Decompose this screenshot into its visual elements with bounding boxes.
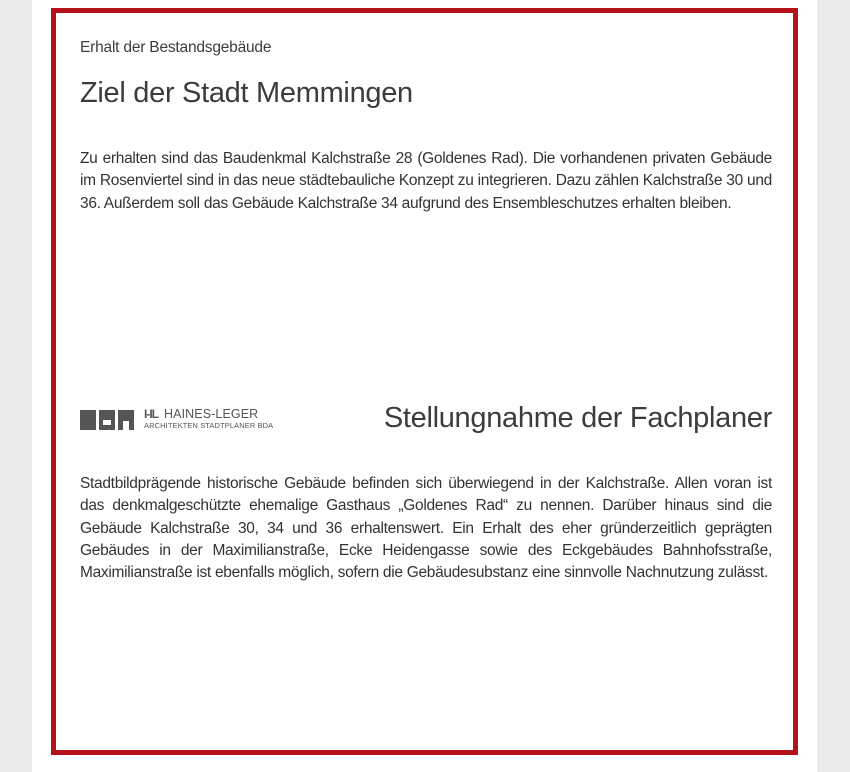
bda-block-d [99,410,115,430]
firm-name: HAINES-LEGER [164,407,259,421]
section-title-goal: Ziel der Stadt Memmingen [80,77,413,109]
section-title-statement: Stellungnahme der Fachplaner [383,402,772,434]
bda-logo-icon [80,410,134,430]
firm-wordmark [144,407,273,431]
haines-leger-logo [80,407,273,433]
section-kicker: Erhalt der Bestandsgebäude [80,39,272,56]
content-frame [51,8,798,755]
firm-subtitle: ARCHITEKTEN STADTPLANER BDA [144,421,274,430]
goal-paragraph: Zu erhalten sind das Baudenkmal Kalchstraße 28 (Goldenes Rad). Die vorhandenen privaten Gebäude im Rosenviertel sind in das neue städtebauliche Konzept zu integrieren. Dazu zählen Kalchstraße 30 und 36. Außerdem soll das Gebäude Kalchstraße 34 aufgrund des Ensembleschutzes erhalten bleiben. [80,150,772,212]
hl-monogram-icon: I-IL [144,407,158,421]
bda-block-b [80,410,96,430]
bda-block-a [118,410,134,430]
statement-paragraph: Stadtbildprägende historische Gebäude befinden sich überwiegend in der Kalchstraße. Allen voran ist das denkmalgeschützte ehemalige Gasthaus „Goldenes Rad“ zu nennen. Darüber hinaus sind die Gebäude Kalchstraße 30, 34 und 36 erhaltenswert. Ein Erhalt des eher gründerzeitlich geprägten Gebäudes in der Maximilianstraße, Ecke Heidengasse sowie des Eckgebäudes Bahnhofsstraße, Maximilianstraße ist ebenfalls möglich, sofern die Gebäudesubstanz eine sinnvolle Nachnutzung zulässt. [80,475,772,582]
